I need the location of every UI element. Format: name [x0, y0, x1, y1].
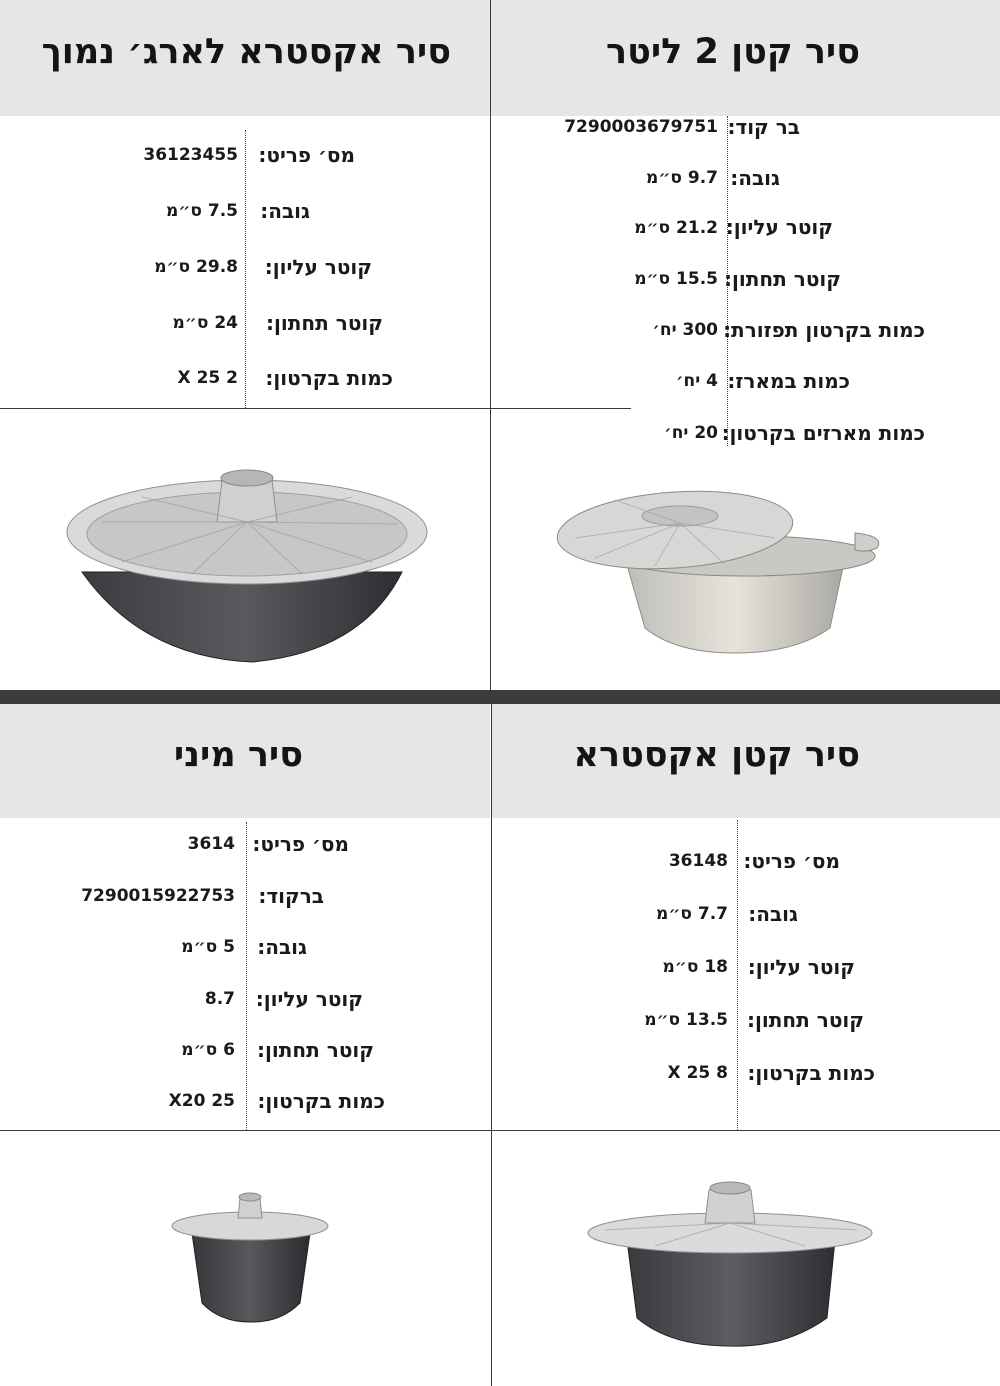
spec-separator-top-left: [245, 130, 246, 408]
specs-divider-top-left: [0, 408, 490, 409]
spec-label: קוטר תחתון:: [747, 1008, 864, 1032]
spec-value: 25 X20: [168, 1091, 235, 1111]
foil-pot-2-liter-icon: [555, 478, 885, 658]
spec-label: קוטר עליון:: [747, 955, 855, 979]
spec-value: 7290015922753: [81, 886, 235, 906]
specs-divider-bottom: [0, 1130, 1000, 1131]
specs-divider-top-right: [491, 408, 631, 409]
spec-value: 8 X 25: [667, 1063, 728, 1083]
spec-separator-bottom-left: [246, 822, 247, 1130]
spec-label: מס׳ פריט:: [743, 849, 840, 873]
spec-separator-bottom-right: [737, 820, 738, 1130]
spec-value: 9.7 ס״מ: [646, 168, 718, 188]
spec-value: 20 יח׳: [664, 423, 718, 443]
spec-label: קוטר תחתון:: [257, 1038, 374, 1062]
center-divider-bottom: [491, 704, 492, 1386]
spec-value: 24 ס״מ: [172, 313, 238, 333]
foil-pot-mini-icon: [170, 1188, 330, 1328]
spec-label: כמות במארז:: [727, 369, 850, 393]
spec-value: 7.7 ס״מ: [656, 904, 728, 924]
spec-label: גובה:: [730, 166, 780, 190]
spec-label: קוטר עליון:: [264, 255, 372, 279]
spec-value: 4 יח׳: [676, 371, 718, 391]
product-title-mini: סיר מיני: [173, 735, 303, 775]
spec-label: בר קוד:: [727, 115, 800, 139]
spec-label: כמות בקרטון תפזורת:: [723, 318, 925, 342]
spec-label: כמות בקרטון:: [747, 1061, 875, 1085]
spec-value: 36123455: [143, 145, 238, 165]
spec-label: גובה:: [748, 902, 798, 926]
product-title-small-extra: סיר קטן אקסטרא: [573, 735, 860, 775]
spec-value: 8.7: [204, 989, 235, 1009]
spec-value: 13.5 ס״מ: [644, 1010, 728, 1030]
spec-value: 7.5 ס״מ: [166, 201, 238, 221]
spec-value: 15.5 ס״מ: [634, 269, 718, 289]
spec-label: קוטר עליון:: [725, 215, 833, 239]
spec-label: גובה:: [257, 935, 307, 959]
spec-label: קוטר תחתון:: [724, 267, 841, 291]
spec-label: מס׳ פריט:: [258, 143, 355, 167]
spec-value: 29.8 ס״מ: [154, 257, 238, 277]
foil-pot-extra-large-low-icon: [62, 462, 437, 667]
product-title-extra-large-low: סיר אקסטרא לארג׳ נמוך: [41, 32, 451, 72]
spec-label: מס׳ פריט:: [252, 832, 349, 856]
spec-label: כמות בקרטון:: [265, 366, 393, 390]
foil-pot-small-extra-icon: [585, 1178, 875, 1353]
center-divider-top: [490, 0, 491, 690]
spec-value: 2 X 25: [177, 368, 238, 388]
spec-value: 36148: [668, 851, 728, 871]
spec-value: 300 יח׳: [652, 320, 718, 340]
spec-label: קוטר תחתון:: [266, 311, 383, 335]
spec-value: 3614: [187, 834, 235, 854]
spec-value: 6 ס״מ: [181, 1040, 235, 1060]
spec-label: גובה:: [260, 199, 310, 223]
spec-label: קוטר עליון:: [255, 987, 363, 1011]
spec-value: 18 ס״מ: [662, 957, 728, 977]
spec-value: 5 ס״מ: [181, 937, 235, 957]
spec-label: כמות מארזים בקרטון:: [721, 421, 925, 445]
product-title-2-liter: סיר קטן 2 ליטר: [606, 32, 860, 72]
spec-label: כמות בקרטון:: [257, 1089, 385, 1113]
spec-value: 7290003679751: [564, 117, 718, 137]
spec-label: ברקוד:: [258, 884, 324, 908]
section-band: [0, 690, 1000, 704]
spec-value: 21.2 ס״מ: [634, 218, 718, 238]
